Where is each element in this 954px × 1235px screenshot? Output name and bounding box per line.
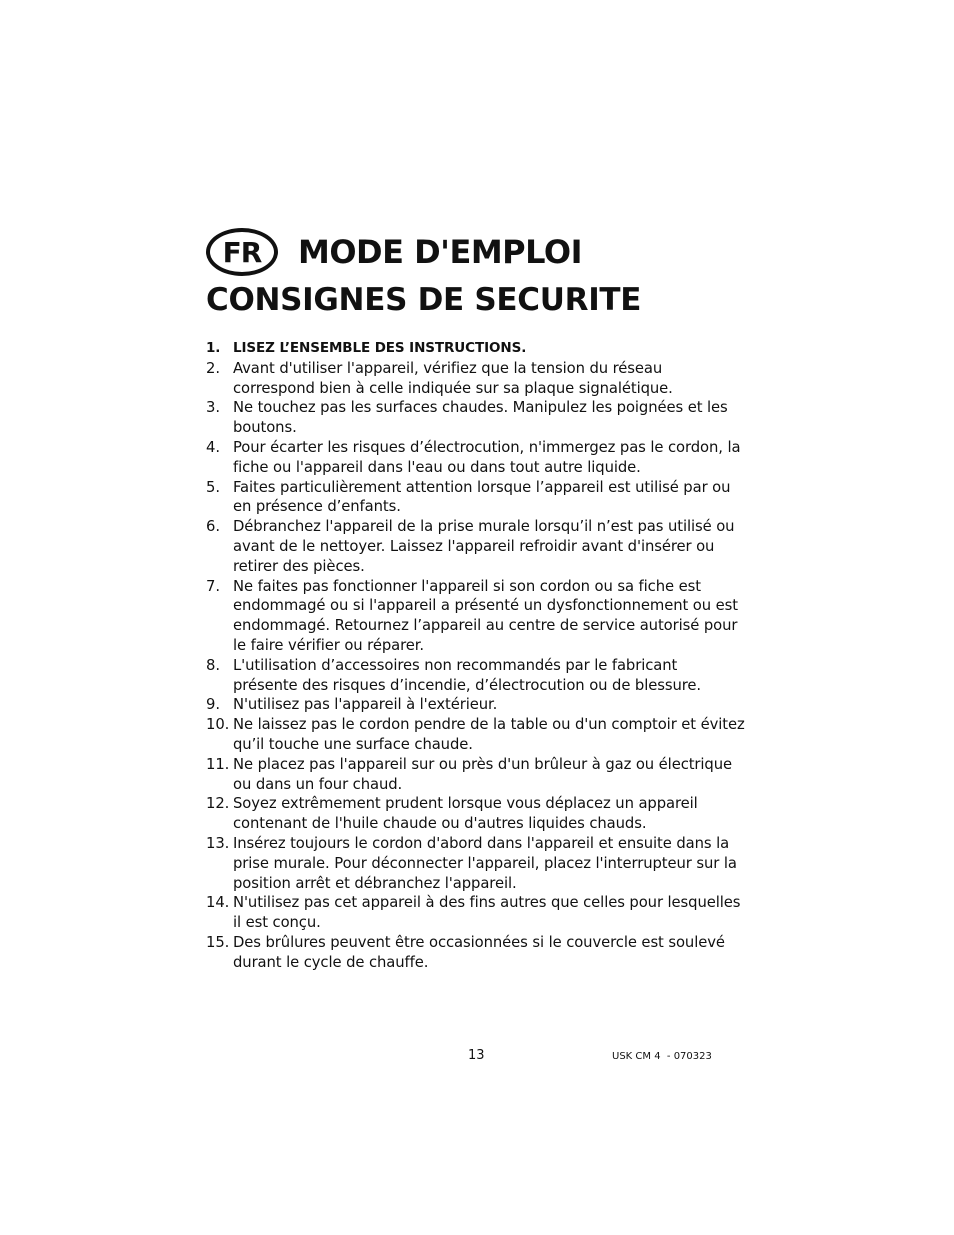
instruction-item [206,339,746,359]
instruction-item [206,755,746,795]
instruction-number: 9. [206,696,220,714]
instruction-number: 12. [206,795,230,813]
instruction-text: Ne faites pas fonctionner l'appareil si son cordon ou sa fiche est endommagé ou si l'appareil a présenté un dysfonctionnement ou est endommagé. Retournez l’appareil au centre de service autorisé pour le faire vérifier ou réparer. [233,577,738,654]
instruction-item [206,359,746,399]
instruction-text: Soyez extrêmement prudent lorsque vous déplacez un appareil contenant de l'huile chaude ou d'autres liquides chauds. [233,795,698,833]
instruction-item [206,794,746,834]
instruction-item [206,834,746,893]
instruction-text: Ne touchez pas les surfaces chaudes. Manipulez les poignées et les boutons. [233,399,728,437]
instruction-text: LISEZ L’ENSEMBLE DES INSTRUCTIONS. [233,340,527,356]
instruction-item [206,656,746,696]
instruction-item [206,933,746,973]
instruction-number: 11. [206,755,230,773]
header-title: MODE D'EMPLOI [298,233,582,271]
instruction-item [206,438,746,478]
document-code: USK CM 4 - 070323 [612,1051,712,1062]
header [206,224,582,280]
instruction-text: Pour écarter les risques d’électrocution, n'immergez pas le cordon, la fiche ou l'appareil dans l'eau ou dans tout autre liquide. [233,438,741,476]
instruction-text: Débranchez l'appareil de la prise murale lorsqu’il n’est pas utilisé ou avant de le nettoyer. Laissez l'appareil refroidir avant d'insérer ou retirer des pièces. [233,518,735,575]
instruction-item [206,893,746,933]
instruction-item [206,398,746,438]
instruction-item [206,478,746,518]
instruction-text: Avant d'utiliser l'appareil, vérifiez que la tension du réseau correspond bien à celle indiquée sur sa plaque signalétique. [233,359,673,397]
instruction-item [206,517,746,576]
instruction-number: 14. [206,894,230,912]
instruction-item [206,577,746,656]
instruction-number: 8. [206,656,220,674]
section-title: CONSIGNES DE SECURITE [206,282,642,318]
instruction-number: 7. [206,577,220,595]
safety-instructions-list [206,339,746,973]
instruction-number: 5. [206,478,220,496]
language-badge: FR [206,228,278,276]
instruction-text: Insérez toujours le cordon d'abord dans l'appareil et ensuite dans la prise murale. Pour déconnecter l'appareil, placez l'interrupteur sur la position arrêt et débranchez l'appareil. [233,834,737,892]
instruction-item [206,695,746,715]
instruction-text: N'utilisez pas cet appareil à des fins autres que celles pour lesquelles il est conçu. [233,894,741,932]
instruction-text: Ne laissez pas le cordon pendre de la table ou d'un comptoir et évitez qu’il touche une surface chaude. [233,716,745,753]
instruction-number: 1. [206,340,221,356]
instruction-text: L'utilisation d’accessoires non recommandés par le fabricant présente des risques d’incendie, d’électrocution ou de blessure. [233,656,701,694]
instruction-text: Ne placez pas l'appareil sur ou près d'un brûleur à gaz ou électrique ou dans un four chaud. [233,755,733,793]
instruction-number: 10. [206,716,230,734]
instruction-number: 4. [206,438,220,456]
instruction-text: Faites particulièrement attention lorsque l’appareil est utilisé par ou en présence d’enfants. [233,478,731,516]
instruction-number: 3. [206,399,220,417]
page-number: 13 [468,1048,485,1063]
instruction-text: N'utilisez pas l'appareil à l'extérieur. [233,696,498,714]
instruction-item [206,715,746,755]
instruction-number: 13. [206,834,230,852]
instruction-number: 15. [206,933,230,951]
instruction-number: 6. [206,518,220,536]
instruction-text: Des brûlures peuvent être occasionnées si le couvercle est soulevé durant le cycle de chauffe. [233,933,725,971]
instruction-number: 2. [206,359,220,377]
